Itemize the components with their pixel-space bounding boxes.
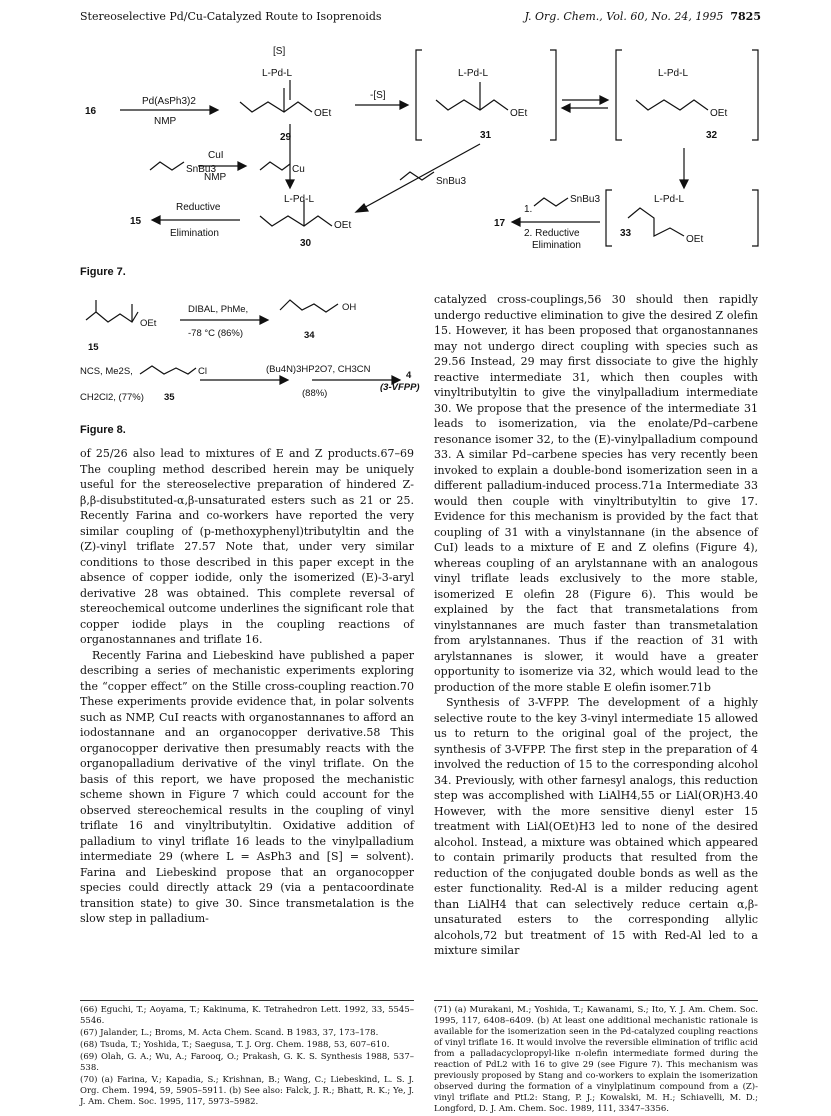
step-2-label: 2. Reductive <box>524 228 580 239</box>
oet-15: OEt <box>140 318 157 329</box>
stannane-label-2: SnBu3 <box>436 176 467 187</box>
step-1-label: 1. <box>524 204 533 215</box>
figure-8-caption: Figure 8. <box>80 424 126 436</box>
body-column-left <box>80 446 414 927</box>
body-column-right <box>434 292 758 959</box>
cmp-16-label: 16 <box>85 106 97 117</box>
footnotes-right <box>434 1000 758 1116</box>
pd-lpdl-31: L-Pd-L <box>458 68 489 79</box>
figure-7-caption: Figure 7. <box>80 266 126 278</box>
fig8-reagent-3b: (88%) <box>302 388 328 399</box>
reference: (68) Tsuda, T.; Yoshida, T.; Saegusa, T. J. Org. Chem. 1988, 53, 607–610. <box>80 1040 390 1050</box>
footnotes-left <box>80 1000 414 1109</box>
fig8-reagent-2b: CH2Cl2, (77%) <box>80 392 144 403</box>
paragraph: catalyzed cross-couplings,56 30 should then rapidly undergo reductive elimination to give the desired Z olefin 15. However, it has been proposed that organostannanes may not undergo direct coupling with species such as 29.56 Instead, 29 may first dissociate to give the highly reactive intermediate 31, which then couples with vinyltributyltin to give the vinylpalladium intermediate 30. We propose that the presence of the intermediate 31 leads to isomerization, via the enolate/Pd–carbene resonance isomer 32, to the (E)-vinylpalladium compound 33. A similar Pd–carbene species has very recently been invoked to explain a double-bond isomerization seen in a different palladium-induced process.71a Intermediate 33 would then couple with vinyltributyltin to give 17. Evidence for this mechanism is provided by the fact that coupling of 31 with a vinylstannane (in the absence of CuI) leads to a mixture of E and Z olefins (Figure 4), whereas coupling of an arylstannane with an analogous vinyl triflate leads exclusively to the more stable, isomerized E olefin 28 (Figure 6). This would be explained by the fact that transmetalations from vinylstannanes are much faster than transmetalation from arylstannanes. Thus if the reaction of 31 with arylstannanes is slower, it would have a greater opportunity to isomerize via 32, which would lead to the production of the more stable E olefin isomer.71b <box>434 293 758 694</box>
paragraph: of 25/26 also lead to mixtures of E and Z products.67–69 The coupling method described herein may be uniquely useful for the stereoselective preparation of hindered Z-β,β-disubstituted-α,β-unsaturated esters such as 21 or 25. Recently Farina and co-workers have reported the very similar coupling of (p-methoxyphenyl)tributyltin and the (Z)-vinyl triflate 27.57 Note that, under very similar conditions to those described in this paper except in the absence of copper iodide, only the isomerized (E)-3-aryl derivative 28 was obtained. This complete reversal of stereochemical outcome underlines the significant role that copper iodide plays in the coupling reactions of organostannanes and triflate 16. <box>80 447 414 646</box>
fig8-cmp-15: 15 <box>88 342 99 353</box>
fig8-reagent-2: NCS, Me2S, <box>80 366 133 377</box>
cmp-33-label: 33 <box>620 228 632 239</box>
reagent-nmp: NMP <box>154 116 177 127</box>
reference: (67) Jalander, L.; Broms, M. Acta Chem. Scand. B 1983, 37, 173–178. <box>80 1028 379 1038</box>
fig8-reagent-1b: -78 °C (86%) <box>188 328 244 339</box>
fig8-reagent-3: (Bu4N)3HP2O7, CH3CN <box>266 364 371 375</box>
cmp-31-label: 31 <box>480 130 492 141</box>
step-2-elimination: Elimination <box>532 240 581 250</box>
reference: (70) (a) Farina, V.; Kapadia, S.; Krishnan, B.; Wang, C.; Liebeskind, L. S. J. Org. Chem. 1994, 59, 5905–5911. (b) See also: Falck, J. R.; Bhatt, R. K.; Ye, J. J. Am. Chem. Soc. 1995, 117, 5973–5982. <box>80 1075 414 1107</box>
figure-7-scheme <box>80 40 760 250</box>
reductive-label: Reductive <box>176 202 221 213</box>
fig8-reagent-1: DIBAL, PhMe, <box>188 304 249 315</box>
reagent-nmp-2: NMP <box>204 172 227 183</box>
oet-33: OEt <box>686 234 704 245</box>
pd-lpdl-33: L-Pd-L <box>654 194 685 205</box>
stannane-label-3: SnBu3 <box>570 194 601 205</box>
pd-lpdl-32: L-Pd-L <box>658 68 689 79</box>
reference: (69) Olah, G. A.; Wu, A.; Farooq, O.; Prakash, G. K. S. Synthesis 1988, 537–538. <box>80 1052 414 1073</box>
cmp-30-label: 30 <box>300 238 312 249</box>
stannane-label: SnBu3 <box>186 164 217 175</box>
page-number: 7825 <box>730 10 761 23</box>
cmp-29-label: 29 <box>280 132 292 143</box>
reagent-cui: CuI <box>208 150 224 161</box>
cmp-32-label: 32 <box>706 130 718 141</box>
cu-label: Cu <box>292 164 305 175</box>
paragraph: Synthesis of 3-VFPP. The development of a highly selective route to the key 3-vinyl intermediate 15 allowed us to return to the original goal of the project, the synthesis of 3-VFPP. The first step in the preparation of 4 involved the reduction of 15 to the corresponding alcohol 34. Previously, with other farnesyl analogs, this reduction step was accomplished with LiAlH4,55 or LiAl(OR)H3.40 However, with the more sensitive dienyl ester 15 treatment with LiAl(OEt)H3 led to none of the desired alcohol. Instead, a mixture was obtained which appeared to contain primarily products that resulted from the reduction of the conjugated double bonds as well as the ester functionality. Red-Al is a milder reducing agent than LiAlH4 that can selectively reduce certain α,β-unsaturated esters to the corresponding allylic alcohols,72 but treatment of 15 with Red-Al led to a mixture similar <box>434 696 758 957</box>
pd-lpdl-30: L-Pd-L <box>284 194 315 205</box>
oh-label: OH <box>342 302 357 313</box>
reference: (66) Eguchi, T.; Aoyama, T.; Kakinuma, K. Tetrahedron Lett. 1992, 33, 5545–5546. <box>80 1005 414 1026</box>
cmp-17-label: 17 <box>494 218 506 229</box>
reagent-pd: Pd(AsPh3)2 <box>142 96 196 107</box>
oet-30: OEt <box>334 220 352 231</box>
cl-label: Cl <box>198 366 207 377</box>
fig8-cmp-4b: (3-VFPP) <box>380 382 420 393</box>
cmp-15-label: 15 <box>130 216 142 227</box>
oet-31: OEt <box>510 108 528 119</box>
minus-s-label: -[S] <box>370 90 386 101</box>
running-header-title: Stereoselective Pd/Cu-Catalyzed Route to Isoprenoids <box>80 10 382 23</box>
oet-32: OEt <box>710 108 728 119</box>
reference: (71) (a) Murakani, M.; Yoshida, T.; Kawanami, S.; Ito, Y. J. Am. Chem. Soc. 1995, 117, 6408–6409. (b) At least one additional mechanistic rationale is available for the isomerization seen in the Pd-catalyzed coupling reactions of vinyl triflate 16. It would involve the reversible elimination of triflic acid from a palladacyclopropyl-like π-olefin intermediate formed during the reaction of PdL2 with 16 to give 29 (see Figure 7). This mechanism was previously proposed by Stang and co-workers to explain the isomerization observed during the formation of a vinylplatinum compound from a (Z)-vinyl triflate and PtL2: Stang, P. J.; Kowalski, M. H.; Schiavelli, M. D.; Longford, D. J. Am. Chem. Soc. 1989, 111, 3347–3356. <box>434 1005 758 1114</box>
fig8-cmp-4: 4 <box>406 370 412 381</box>
fig8-cmp-34: 34 <box>304 330 315 341</box>
journal-citation: J. Org. Chem., Vol. 60, No. 24, 1995 <box>524 10 724 23</box>
pd-lpdl-29: L-Pd-L <box>262 68 293 79</box>
fig8-cmp-35: 35 <box>164 392 175 403</box>
oet-29: OEt <box>314 108 332 119</box>
running-header-journal <box>524 10 761 23</box>
paragraph: Recently Farina and Liebeskind have published a paper describing a series of mechanistic experiments exploring the “copper effect” on the Stille cross-coupling reaction.70 These experiments provide evidence that, in polar solvents such as NMP, CuI reacts with organostannanes to afford an iodostannane and an organocopper derivative.58 This organocopper derivative then presumably reacts with the organopalladium derivative of the vinyl triflate. On the basis of this report, we have proposed the mechanistic scheme shown in Figure 7 which could account for the observed stereochemical results in the coupling of vinyl triflate 16 and vinyltributyltin. Oxidative addition of palladium to vinyl triflate 16 leads to the vinylpalladium intermediate 29 (where L = AsPh3 and [S] = solvent). Farina and Liebeskind propose that an organocopper species could directly attack 29 (via a pentacoordinate transition state) to give 30. Since transmetalation is the slow step in palladium- <box>80 648 414 925</box>
elimination-label: Elimination <box>170 228 219 239</box>
figure-8-scheme <box>80 290 420 420</box>
ligand-s: [S] <box>273 46 286 57</box>
